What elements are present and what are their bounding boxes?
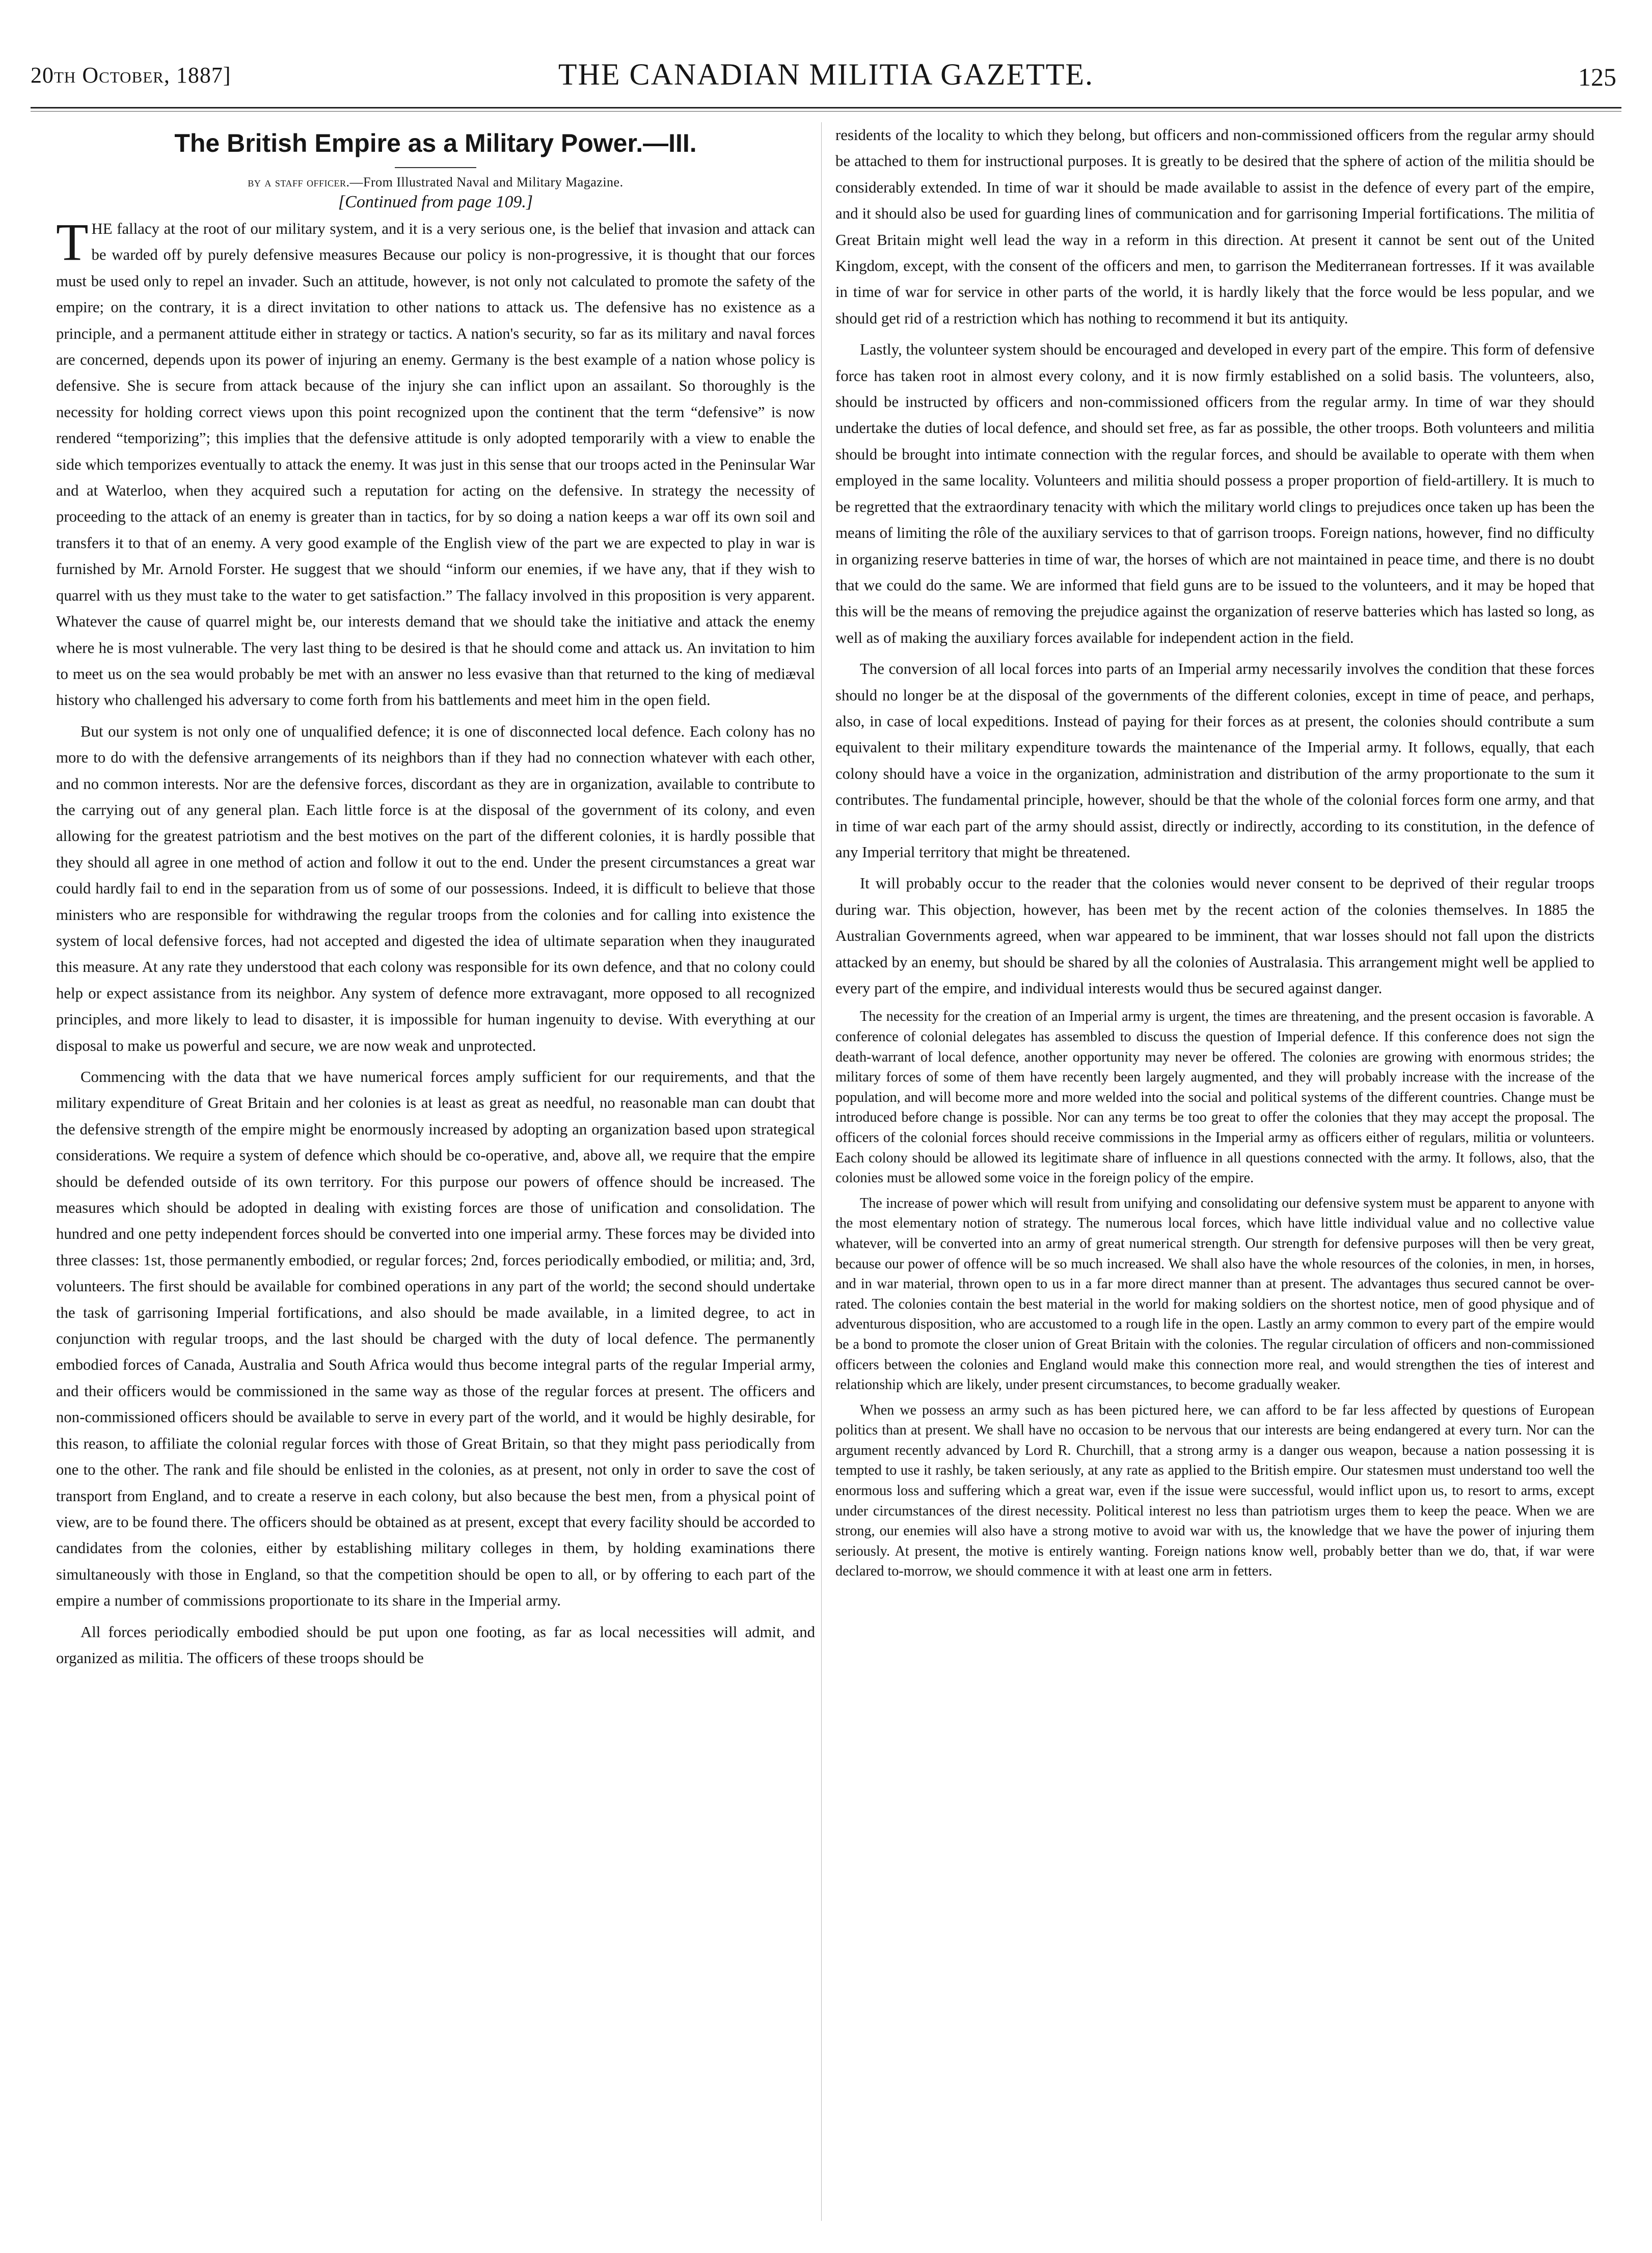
column-divider [821, 122, 822, 2221]
paragraph: When we possess an army such as has been pictured here, we can afford to be far less affected by questions of European politics than at present. We shall have no occasion to be nervous that our interests are being endangered at every turn. Nor can the argument recently advanced by Lord R. Churchill, that a strong army is a danger ous weapon, because a nation possessing it is tempted to use it rashly, be taken seriously, at any rate as applied to the British empire. Our statesmen must understand too well the enormous loss and suffering which a great war, even if the issue were successful, would inflict upon us, to resort to arms, except under circumstances of the direst necessity. Political interest no less than patriotism urges them to keep the peace. When we are strong, our enemies will also have a strong motive to avoid war with us, the knowledge that we have the power of injuring them seriously. At present, the motive is entirely wanting. Foreign nations know well, probably better than we do, that, if war were declared to-morrow, we should commence it with at least one arm in fetters. [835, 1402, 1594, 1580]
page-number: 125 [1578, 63, 1616, 91]
article-title: The British Empire as a Military Power.—III. [174, 129, 697, 157]
left-column [56, 122, 815, 2236]
issue-date: 20th October, 1887] [31, 63, 231, 88]
paragraph: All forces periodically embodied should be put upon one footing, as far as local necessities will admit, and organized as militia. The officers of these troops should be [56, 1623, 815, 1667]
paragraph: THE fallacy at the root of our military system, and it is a very serious one, is the belief that invasion and attack can be warded off by purely defensive measures Because our policy is non-progressive, it is thought that our forces must be used only to repel an invader. Such an attitude, however, is not only not calculated to promote the safety of the empire; on the contrary, it is a direct invitation to other nations to attack us. The defensive has no existence as a principle, and a permanent attitude either in strategy or tactics. A nation's security, so far as its military and naval forces are concerned, depends upon its power of injuring an enemy. Germany is the best example of a nation whose policy is defensive. She is secure from attack because of the injury she can inflict upon an assailant. So thoroughly is the necessity for holding correct views upon this point recognized upon the continent that the term “defensive” is now rendered “temporizing”; this implies that the defensive attitude is only adopted temporarily with a view to enable the side which temporizes eventually to attack the enemy. It was just in this sense that our troops acted in the Peninsular War and at Waterloo, when they acquired such a reputation for acting on the defensive. In strategy the necessity of proceeding to the attack of an enemy is greater than in tactics, for by so doing a nation keeps a war off its own soil and transfers it to that of an enemy. A very good example of the English view of the part we are expected to play in war is furnished by Mr. Arnold Forster. He suggest that we should “inform our enemies, if we have any, that if they wish to quarrel with us they must take to the water to get satisfaction.” The fallacy involved in this proposition is very apparent. Whatever the cause of quarrel might be, our interests demand that we should take the initiative and attack the enemy where he is most vulnerable. The very last thing to be desired is that he should come and attack us. An invitation to him to meet us on the sea would probably be met with an answer no less evasive than that returned to the king of mediæval history who challenged his adversary to come forth from his battlements and meet him in the open field. [56, 213, 815, 709]
paragraph: It will probably occur to the reader that the colonies would never consent to be deprived of their regular troops during war. This objection, however, has been met by the recent action of the colonies themselves. In 1885 the Australian Governments agreed, when war appeared to be imminent, that war losses should not fall upon the districts attacked by an enemy, but should be shared by all the colonies of Australasia. This arrangement might well be applied to every part of the empire, and individual interests would thus be secured against danger. [835, 875, 1594, 997]
byline-author: by a staff officer. [248, 175, 350, 189]
header-rule [31, 107, 1621, 108]
article-byline [56, 174, 815, 191]
continued-note: [Continued from page 109.] [338, 193, 533, 211]
paragraph: But our system is not only one of unqualified defence; it is one of disconnected local defence. Each colony has no more to do with the defensive arrangements of its neighbors than if they had no connection whatever with each other, and no common interests. Nor are the defensive forces, discordant as they are in organization, available to contribute to the carrying out of any general plan. Each little force is at the disposal of the government of its colony, and even allowing for the greatest patriotism and the best motives on the part of the different colonies, it is hardly possible that they should all agree in one method of action and follow it out to the end. Under the present circumstances a great war could hardly fail to end in the separation from us of some of our possessions. Indeed, it is difficult to believe that those ministers who are responsible for withdrawing the regular troops from the colonies and for calling into existence the system of local defensive forces, had not accepted and digested the idea of ultimate separation when they inaugurated this measure. At any rate they understood that each colony was responsible for its own defence, and that no colony could help or expect assistance from its neighbor. Any system of defence more extravagant, more opposed to all recognized principles, and more likely to lead to disaster, it is impossible for human ingenuity to devise. With everything at our disposal to make us powerful and secure, we are now weak and unprotected. [56, 722, 815, 1054]
byline-source: —From Illustrated Naval and Military Magazine. [349, 175, 624, 189]
paragraph: The conversion of all local forces into parts of an Imperial army necessarily involves the condition that these forces should no longer be at the disposal of the governments of the different colonies, except in time of peace, and perhaps, also, in case of local expeditions. Instead of paying for their forces as at present, the colonies should contribute a sum equivalent to their military expenditure towards the maintenance of the Imperial army. It follows, equally, that each colony should have a voice in the organization, administration and distribution of the army proportionate to the sum it contributes. The fundamental principle, however, should be that the whole of the colonial forces form one army, and that in time of war each part of the army should assist, directly or indirectly, according to its constitution, in the defence of any Imperial territory that might be threatened. [835, 660, 1594, 861]
running-header [31, 51, 1621, 97]
drop-cap: T [56, 213, 89, 272]
paragraph: The necessity for the creation of an Imperial army is urgent, the times are threatening, and the present occasion is favorable. A conference of colonial delegates has assembled to discuss the question of Imperial defence. If this conference does not sign the death-warrant of local defence, another opportunity may never be offered. The colonies are growing with enormous strides; the military forces of some of them have recently been largely augmented, and they will probably increase with the increase of the population, and will become more and more welded into the social and political systems of the different countries. Change must be introduced before change is possible. Nor can any terms be too great to offer the colonies that they may accept the proposal. The officers of the colonial forces should receive commissions in the Imperial army as officers either of regulars, militia or volunteers. Each colony should be allowed its legitimate share of influence in all questions connected with the army. It follows, also, that the colonies must be allowed some voice in the foreign policy of the empire. [835, 1009, 1594, 1186]
title-rule [395, 167, 476, 168]
paragraph: The increase of power which will result from unifying and consolidating our defensive system must be apparent to anyone with the most elementary notion of strategy. The numerous local forces, which have little individual value and no collective value whatever, will be converted into an army of great numerical strength. Our strength for defensive purposes will then be very great, because our power of offence will be so much increased. We shall also have the whole resources of the colonies, in men, in horses, and in war material, thrown open to us in a far more direct manner than at present. The advantages thus secured cannot be over-rated. The colonies contain the best material in the world for making soldiers on the shortest notice, men of good physique and of adventurous disposition, who are accustomed to a rough life in the open. Lastly an army common to every part of the empire would be a bond to promote the closer union of Great Britain with the colonies. The regular circulation of officers and non-commissioned officers between the colonies and England would make this connection more real, and would strengthen the ties of interest and relationship which are likely, under present circumstances, to become gradually weaker. [835, 1195, 1594, 1393]
publication-title: THE CANADIAN MILITIA GAZETTE. [558, 58, 1094, 91]
paragraph: residents of the locality to which they belong, but officers and non-commissioned officers from the regular army should be attached to them for instructional purposes. It is greatly to be desired that the sphere of action of the militia should be considerably extended. In time of war it should be made available to assist in the defence of every part of the empire, and it should also be used for guarding lines of communication and for garrisoning Imperial fortifications. The militia of Great Britain might well lead the way in a reform in this direction. At present it cannot be sent out of the United Kingdom, except, with the consent of the officers and men, to garrison the Mediterranean fortresses. If it was available in time of war for service in other parts of the world, it is hardly likely that the force would be less popular, and we should get rid of a restriction which has nothing to recommend it but its antiquity. [835, 126, 1594, 327]
right-column [835, 122, 1594, 2236]
paragraph: Commencing with the data that we have numerical forces amply sufficient for our requirements, and that the military expenditure of Great Britain and her colonies is at least as great as needful, no reasonable man can doubt that the defensive strength of the empire might be enormously increased by adopting an organization based upon strategical considerations. We require a system of defence which should be co-operative, and, above all, we require that the empire should be defended outside of its own territory. For this purpose our powers of offence should be increased. The measures which should be adopted in dealing with existing forces are those of unification and consolidation. The hundred and one petty independent forces should be converted into one imperial army. These forces may be divided into three classes: 1st, those permanently embodied, or regular forces; 2nd, forces periodically embodied, or militia; and, 3rd, volunteers. The first should be available for combined operations in any part of the world; the second should undertake the task of garrisoning Imperial fortifications, and also should be made available, in a limited degree, to act in conjunction with regular troops, and the last should be charged with the duty of local defence. The permanently embodied forces of Canada, Australia and South Africa would thus become integral parts of the regular Imperial army, and their officers would be commissioned in the same way as those of the regular forces at present. The officers and non-commissioned officers should be available to serve in every part of the world, and it would be highly desirable, for this reason, to affiliate the colonial regular forces with those of Great Britain, so that they might pass periodically from one to the other. The rank and file should be enlisted in the colonies, as at present, not only in order to save the cost of transport from England, and to create a reserve in each colony, but also because the best men, from a physical point of view, are to be found there. The officers should be obtained as at present, except that every facility should be accorded to candidates from the colonies, either by establishing military colleges in them, by holding examinations there simultaneously with those in England, so that the competition should be open to all, or by offering to each part of the empire a number of commissions proportionate to its share in the Imperial army. [56, 1068, 815, 1610]
paragraph: Lastly, the volunteer system should be encouraged and developed in every part of the empire. This form of defensive force has taken root in almost every colony, and it is now firmly established on a solid basis. The volunteers, also, should be instructed by officers and non-commissioned officers from the regular army. In time of war they should undertake the duties of local defence, and should set free, as far as possible, the other troops. Both volunteers and militia should be brought into intimate connection with the regular forces, and should be available to operate with them when employed in the same locality. Volunteers and militia should possess a proper proportion of field-artillery. It is much to be regretted that the extraordinary tenacity with which the military world clings to prejudices once taken up has been the means of limiting the rôle of the auxiliary services to that of garrison troops. Foreign nations, however, find no difficulty in organizing reserve batteries in time of war, the horses of which are not maintained in peace time, and there is no doubt that we could do the same. We are informed that field guns are to be issued to the volunteers, and it may be hoped that this will be the means of removing the prejudice against the organization of reserve batteries which has lasted so long, as well as of making the auxiliary forces available for independent action in the field. [835, 341, 1594, 646]
header-rule-thin [31, 111, 1621, 112]
